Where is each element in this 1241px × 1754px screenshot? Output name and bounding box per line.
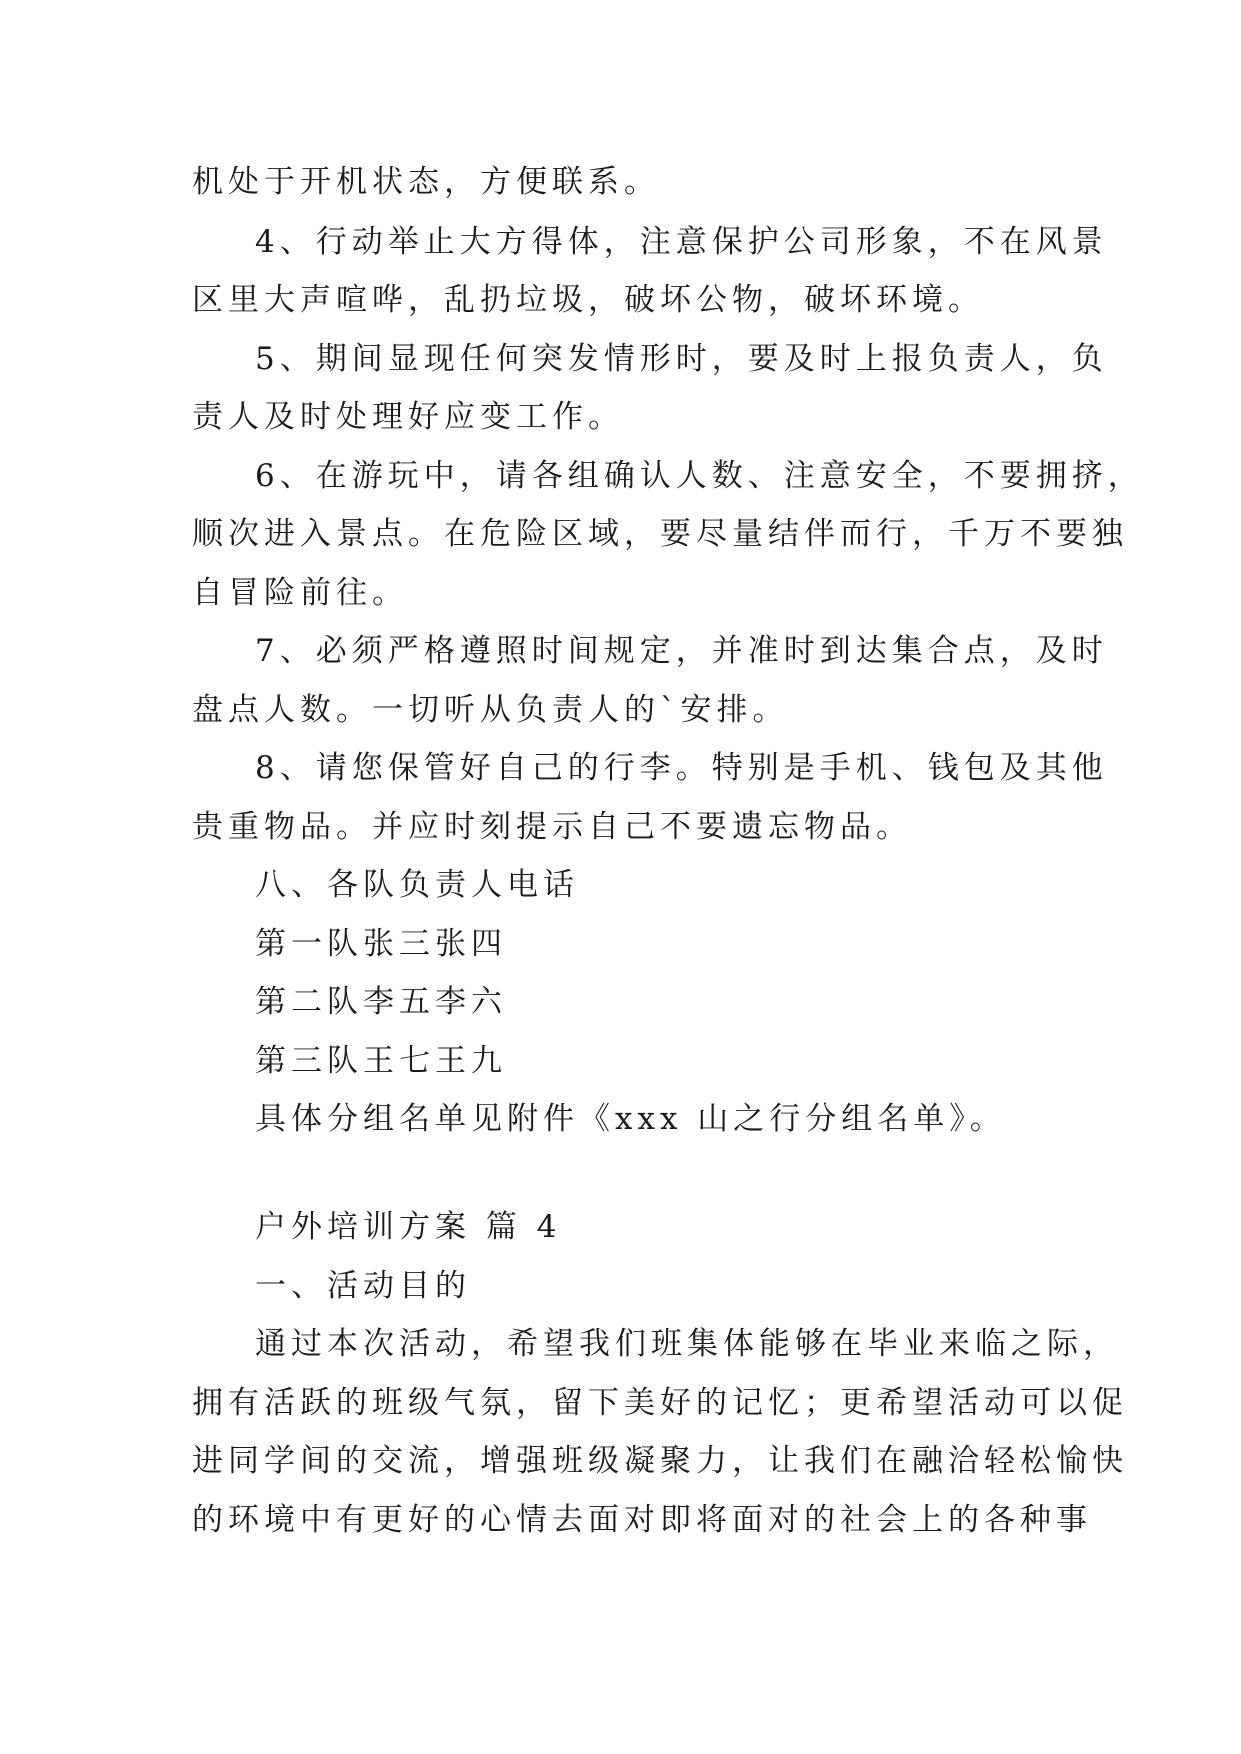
team-contact-line: 第三队王七王九 (255, 1043, 507, 1079)
paragraph-line: 顺次进入景点。在危险区域，要尽量结伴而行，千万不要独 (192, 516, 1128, 552)
paragraph-line: 5、期间显现任何突发情形时，要及时上报负责人，负 (255, 341, 1108, 377)
paragraph-line: 进同学间的交流，增强班级凝聚力，让我们在融洽轻松愉快 (192, 1443, 1128, 1479)
paragraph-line: 贵重物品。并应时刻提示自己不要遗忘物品。 (192, 809, 912, 845)
team-contact-line: 第一队张三张四 (255, 926, 507, 962)
paragraph-line: 自冒险前往。 (192, 575, 408, 611)
paragraph-line: 7、必须严格遵照时间规定，并准时到达集合点，及时 (255, 633, 1108, 669)
paragraph-line: 具体分组名单见附件《xxx 山之行分组名单》。 (255, 1101, 1006, 1137)
paragraph-line: 责人及时处理好应变工作。 (192, 399, 624, 435)
paragraph-line: 盘点人数。一切听从负责人的`安排。 (192, 692, 789, 728)
paragraph-line: 6、在游玩中，请各组确认人数、注意安全，不要拥挤， (255, 458, 1144, 494)
paragraph-line: 区里大声喧哗，乱扔垃圾，破坏公物，破坏环境。 (192, 282, 984, 318)
paragraph-line: 拥有活跃的班级气氛，留下美好的记忆；更希望活动可以促 (192, 1385, 1128, 1421)
section-heading: 八、各队负责人电话 (255, 867, 579, 903)
article-title: 户外培训方案 篇 4 (255, 1209, 562, 1245)
paragraph-line: 的环境中有更好的心情去面对即将面对的社会上的各种事 (192, 1502, 1092, 1538)
team-contact-line: 第二队李五李六 (255, 984, 507, 1020)
paragraph-line: 通过本次活动，希望我们班集体能够在毕业来临之际， (255, 1326, 1119, 1362)
paragraph-line: 8、请您保管好自己的行李。特别是手机、钱包及其他 (255, 750, 1108, 786)
section-heading: 一、活动目的 (255, 1268, 471, 1304)
paragraph-line: 机处于开机状态，方便联系。 (192, 164, 660, 200)
paragraph-line: 4、行动举止大方得体，注意保护公司形象，不在风景 (255, 224, 1108, 260)
